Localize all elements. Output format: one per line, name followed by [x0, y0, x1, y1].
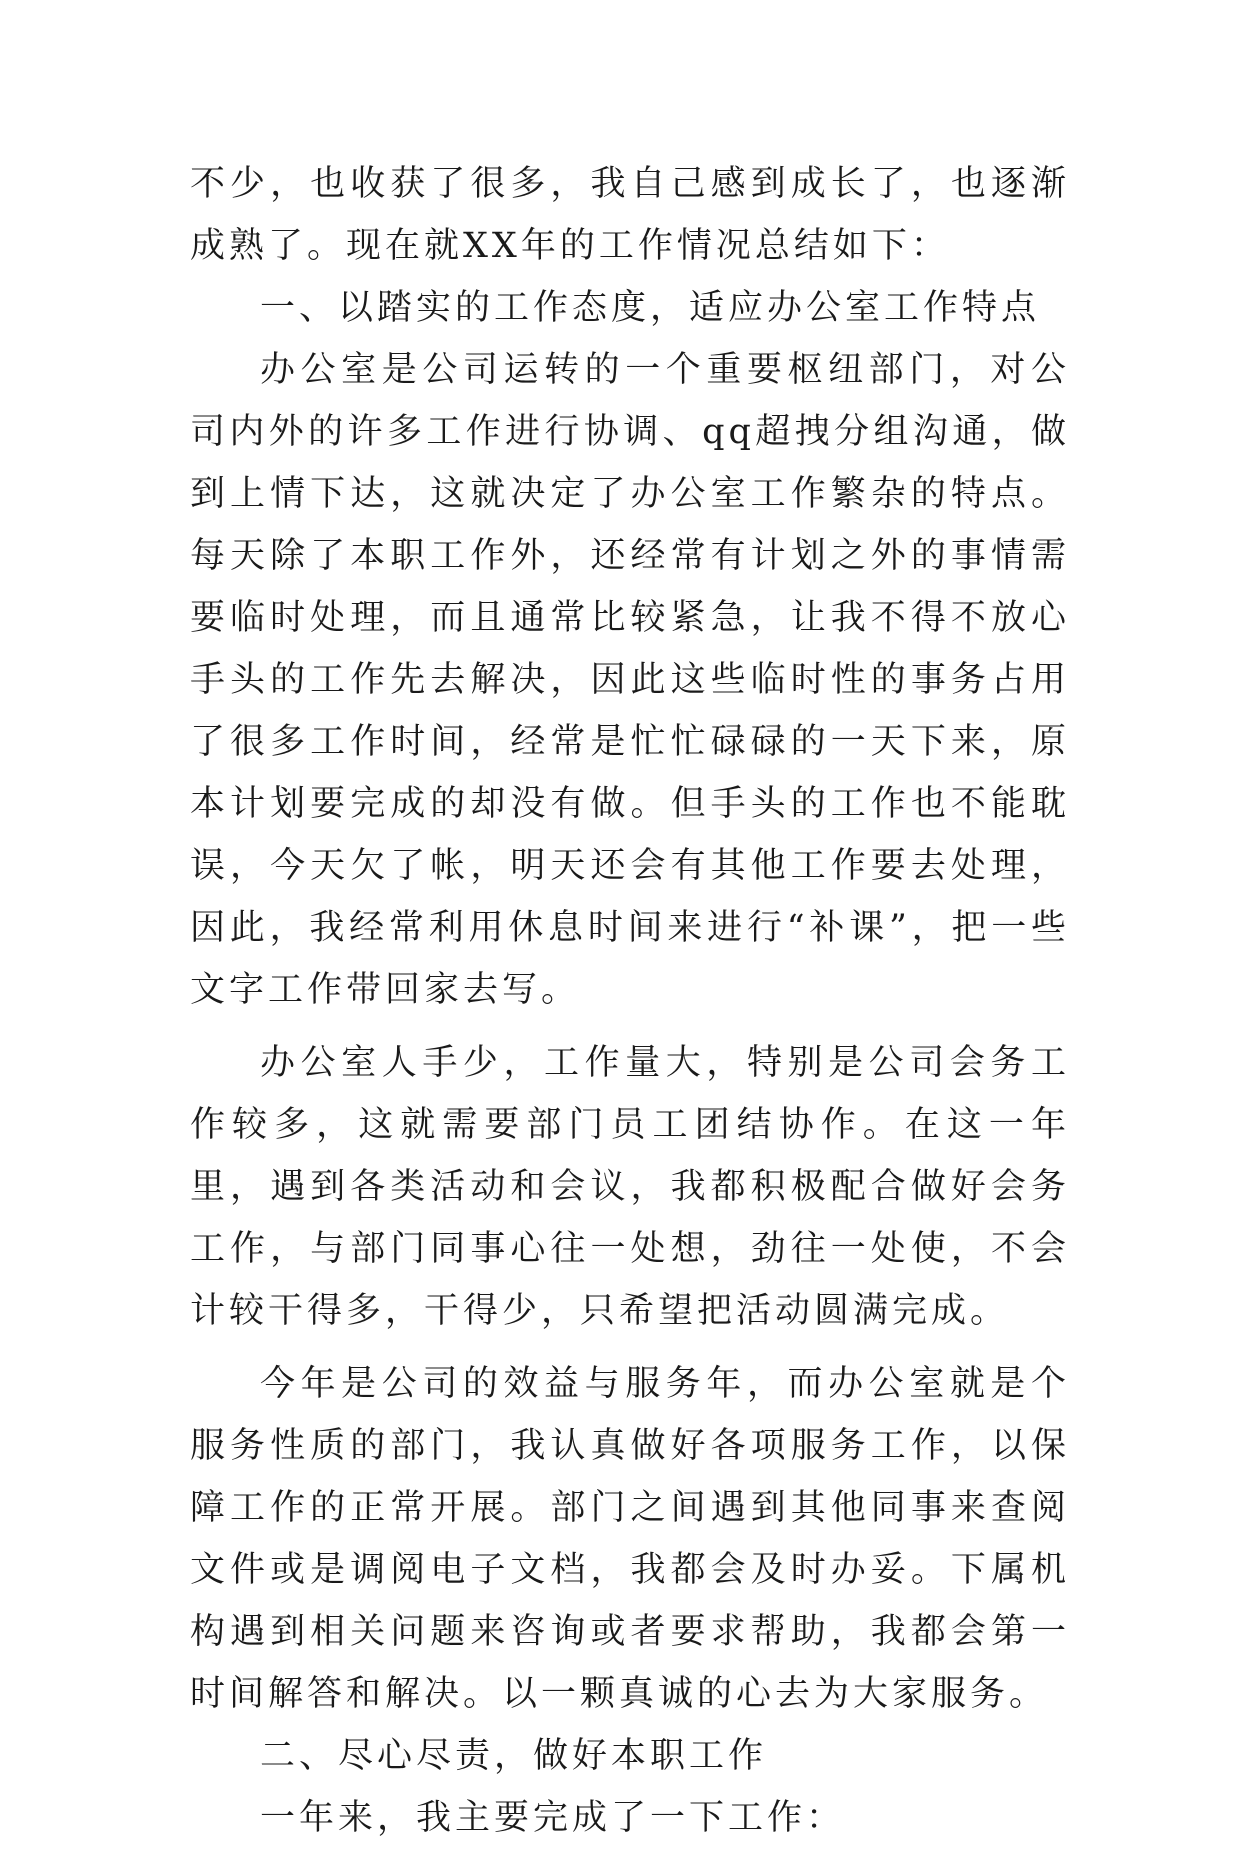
- paragraph-work-list-intro: 一年来，我主要完成了一下工作：: [260, 1798, 846, 1838]
- document-body: [190, 153, 1070, 1849]
- paragraph-office-role: 办公室是公司运转的一个重要枢纽部门，对公司内外的许多工作进行协调、qq超拽分组沟通，做到上情下达，这就决定了办公室工作繁杂的特点。每天除了本职工作外，还经常有计划之外的事情需要临时处理，而且通常比较紧急，让我不得不放心手头的工作先去解决，因此这些临时性的事务占用了很多工作时间，经常是忙忙碌碌的一天下来，原本计划要完成的却没有做。但手头的工作也不能耽误，今天欠了帐，明天还会有其他工作要去处理，因此，我经常利用休息时间来进行“补课”，把一些文字工作带回家去写。: [190, 350, 1070, 1010]
- paragraph-intro: 不少，也收获了很多，我自己感到成长了，也逐渐成熟了。现在就XX年的工作情况总结如下：: [190, 164, 1070, 266]
- paragraph-service: 今年是公司的效益与服务年，而办公室就是个服务性质的部门，我认真做好各项服务工作，以保障工作的正常开展。部门之间遇到其他同事来查阅文件或是调阅电子文档，我都会及时办妥。下属机构遇到相关问题来咨询或者要求帮助，我都会第一时间解答和解决。以一颗真诚的心去为大家服务。: [190, 1364, 1070, 1714]
- section-heading-2: 二、尽心尽责，做好本职工作: [260, 1736, 768, 1776]
- paragraph-teamwork: 办公室人手少，工作量大，特别是公司会务工作较多，这就需要部门员工团结协作。在这一年里，遇到各类活动和会议，我都积极配合做好会务工作，与部门同事心往一处想，劲往一处使，不会计较干得多，干得少，只希望把活动圆满完成。: [190, 1043, 1070, 1331]
- section-heading-1: 一、以踏实的工作态度，适应办公室工作特点: [260, 288, 1041, 328]
